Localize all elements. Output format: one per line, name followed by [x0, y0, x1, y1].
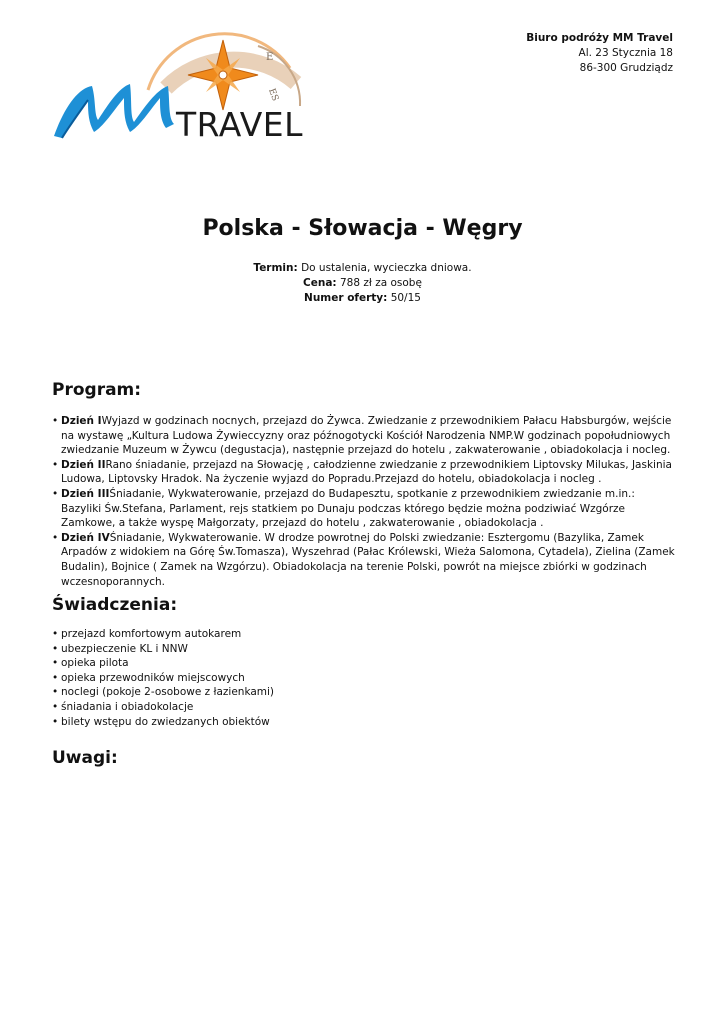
logo-travel-text: TRAVEL	[176, 105, 304, 143]
day-label: Dzień III	[61, 487, 110, 500]
list-item: • ubezpieczenie KL i NNW	[52, 642, 677, 657]
compass-icon	[148, 34, 300, 110]
offer-title: Polska - Słowacja - Węgry	[202, 216, 523, 241]
numer-row	[0, 291, 725, 306]
termin-row	[0, 261, 725, 276]
swiadczenia-list	[52, 627, 677, 729]
numer-value: 50/15	[390, 292, 421, 304]
termin-value: Do ustalenia, wycieczka dniowa.	[301, 262, 472, 274]
program-day-2	[52, 458, 677, 487]
program-day-3	[52, 487, 677, 531]
compass-letter-es: ES	[266, 87, 280, 103]
program-day-4	[52, 531, 677, 589]
mm-travel-logo	[48, 28, 308, 143]
compass-letter-e: E	[266, 52, 274, 63]
day-text: Śniadanie, Wykwaterowanie, przejazd do Budapesztu, spotkanie z przewodnikiem zwiedzanie m.in.: Bazyliki Św.Stefana, Parlament, rejs statkiem po Dunaju podczas którego będzie można podziwiać Wzgórze Zamkowe, a także wyspę Małgorzaty, przejazd do hotelu , zakwaterowanie , obiadokolacja .	[61, 487, 635, 530]
offer-meta	[0, 261, 725, 306]
cena-value: 788 zł za osobę	[339, 277, 422, 289]
agency-address-line1: Al. 23 Stycznia 18	[578, 47, 673, 59]
list-item: • bilety wstępu do zwiedzanych obiektów	[52, 715, 677, 730]
program-heading: Program:	[52, 380, 142, 400]
swiadczenia-heading: Świadczenia:	[52, 595, 178, 615]
termin-label: Termin:	[253, 262, 298, 274]
list-item: • opieka pilota	[52, 656, 677, 671]
list-item: • opieka przewodników miejscowych	[52, 671, 677, 686]
day-label: Dzień I	[61, 415, 102, 427]
uwagi-heading: Uwagi:	[52, 748, 118, 768]
program-list	[52, 414, 677, 589]
agency-info	[526, 31, 673, 76]
mm-letters-icon	[54, 84, 174, 138]
cena-label: Cena:	[303, 277, 337, 289]
day-text: Śniadanie, Wykwaterowanie. W drodze powrotnej do Polski zwiedzanie: Esztergomu (Bazylika, Zamek Arpadów z widokiem na Górę Św.Tomasza), Wyszehrad (Pałac Królewski, Wieża Salomona, Cytadela), Zielina (Zamek Budalin), Bojnice ( Zamek na Wzgórzu). Obiadokolacja na terenie Polski, powrót na miejsce zbiórki w godzinach wczesnoporannych.	[61, 531, 675, 588]
program-day-1	[52, 414, 677, 458]
cena-row	[0, 276, 725, 291]
list-item: • noclegi (pokoje 2-osobowe z łazienkami)	[52, 685, 677, 700]
day-text: Rano śniadanie, przejazd na Słowację , całodzienne zwiedzanie z przewodnikiem Liptovsky Milukas, Jaskinia Ludowa, Liptovsky Hradok. Na życzenie wyjazd do Popradu.Przejazd do hotelu, obiadokolacja i nocleg .	[61, 458, 672, 486]
list-item: • przejazd komfortowym autokarem	[52, 627, 677, 642]
agency-name: Biuro podróży MM Travel	[526, 32, 673, 44]
numer-label: Numer oferty:	[304, 292, 388, 304]
agency-address-line2: 86-300 Grudziądz	[579, 62, 673, 74]
day-label: Dzień IV	[61, 531, 110, 544]
list-item: • śniadania i obiadokolacje	[52, 700, 677, 715]
day-text: Wyjazd w godzinach nocnych, przejazd do Żywca. Zwiedzanie z przewodnikiem Pałacu Habsburgów, wejście na wystawę „Kultura Ludowa Żywieccyzny oraz późnogotycki Kościół Narodzenia NMP.W godzinach popołudniowych zwiedzanie Muzeum w Żywcu (degustacja), następnie przejazd do hotelu , zakwaterowanie , obiadokolacja i nocleg.	[61, 415, 672, 457]
day-label: Dzień II	[61, 458, 106, 471]
